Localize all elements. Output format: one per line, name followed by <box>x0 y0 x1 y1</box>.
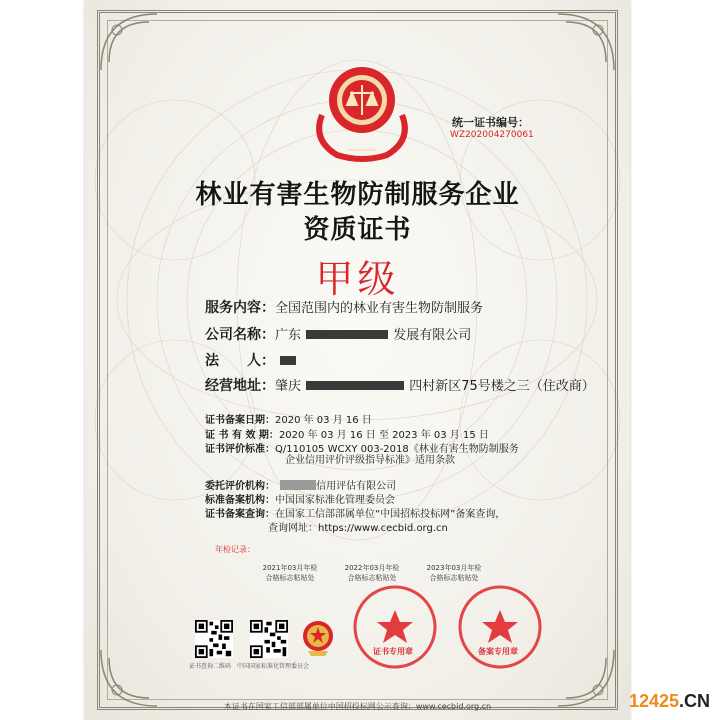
qr1-caption: 证书查询二维码 <box>189 663 232 670</box>
entrust-label: 委托评价机构： <box>205 481 275 492</box>
standard-line2: 企业信用评价评级指导标准》适用条款 <box>285 455 455 466</box>
qr-code-icon <box>195 620 233 658</box>
footer-note: 本证书在国家工信部部属单位中国招投标网公示查询：www.cecbid.org.cn <box>223 702 492 711</box>
redacted-block <box>306 381 404 390</box>
certificate-title-line1: 林业有害生物防制服务企业 <box>195 180 520 210</box>
service-value: 全国范围内的林业有害生物防制服务 <box>275 301 484 316</box>
service-row <box>205 297 483 317</box>
certificate <box>85 0 630 720</box>
address-suffix: 四村新区75号楼之三（住改商） <box>409 379 595 394</box>
annual-cell-line1: 2023年03月年检 <box>426 564 482 572</box>
company-row <box>205 324 471 344</box>
std-filing-value: 中国国家标准化管理委员会 <box>275 495 395 506</box>
address-label: 经营地址： <box>205 378 275 394</box>
watermark-domain: .CN <box>679 691 710 711</box>
seal1-text: 证书专用章 <box>373 647 413 656</box>
annual-cell-line2: 合格标志粘贴处 <box>429 574 479 582</box>
annual-cell <box>255 563 325 583</box>
address-prefix: 肇庆 <box>275 379 302 394</box>
query-site-label: 查询网址： <box>268 523 318 534</box>
annual-cell <box>419 563 489 583</box>
entrust-value: 信用评估有限公司 <box>316 481 397 492</box>
watermark-number: 12425 <box>628 691 679 711</box>
validity-label: 证 书 有 效 期： <box>205 430 279 441</box>
query-site-value: https://www.cecbid.org.cn <box>318 523 448 534</box>
certificate-title-line2: 资质证书 <box>303 215 412 245</box>
qr-code-icon <box>250 620 288 658</box>
cert-query-value: 在国家工信部部属单位“中国招标投标网”备案查询， <box>275 509 506 520</box>
legal-person-row <box>205 350 296 370</box>
cert-query-label: 证书备案查询： <box>205 509 275 520</box>
filing-date-label: 证书备案日期： <box>205 415 275 426</box>
company-prefix: 广东 <box>275 328 302 343</box>
corner-ornament-icon <box>99 648 159 708</box>
company-suffix: 发展有限公司 <box>393 328 472 343</box>
corner-ornament-icon <box>556 12 616 72</box>
certificate-grade: 甲级 <box>315 257 400 301</box>
standard-line1: Q/110105 WCXY 003-2018《林业有害生物防制服务 <box>275 444 519 455</box>
filing-date-value: 2020 年 03 月 16 日 <box>275 415 372 426</box>
legal-person-label: 法 人： <box>205 353 275 369</box>
redacted-block <box>306 330 388 339</box>
company-label: 公司名称： <box>205 327 275 343</box>
red-seal-icon <box>455 582 545 672</box>
qr2-caption: 中国国家标准化管理委员会 <box>237 663 310 670</box>
corner-ornament-icon <box>556 648 616 708</box>
annual-cell-line2: 合格标志粘贴处 <box>347 574 397 582</box>
address-row <box>205 375 595 395</box>
service-label: 服务内容： <box>205 300 275 316</box>
annual-cell-line2: 合格标志粘贴处 <box>265 574 315 582</box>
corner-ornament-icon <box>99 12 159 72</box>
national-emblem-icon <box>300 618 336 658</box>
validity-value: 2020 年 03 月 16 日 至 2023 年 03 月 15 日 <box>278 430 489 441</box>
query-site-row <box>268 516 448 535</box>
annual-cell-line1: 2021年03月年检 <box>262 564 318 572</box>
seal2-text: 备案专用章 <box>478 647 518 656</box>
emblem-icon <box>307 55 417 165</box>
annual-cell-line1: 2022年03月年检 <box>344 564 400 572</box>
red-seal-icon <box>350 582 440 672</box>
annual-cell <box>337 563 407 583</box>
std-filing-label: 标准备案机构： <box>205 495 275 506</box>
site-watermark <box>629 691 710 712</box>
unified-number-label: 统一证书编号： <box>452 116 529 129</box>
standard-label: 证书评价标准： <box>205 444 275 455</box>
unified-number-value: WZ202004270061 <box>450 130 534 140</box>
annual-record-label: 年检记录： <box>215 545 255 554</box>
redacted-block <box>280 356 296 365</box>
